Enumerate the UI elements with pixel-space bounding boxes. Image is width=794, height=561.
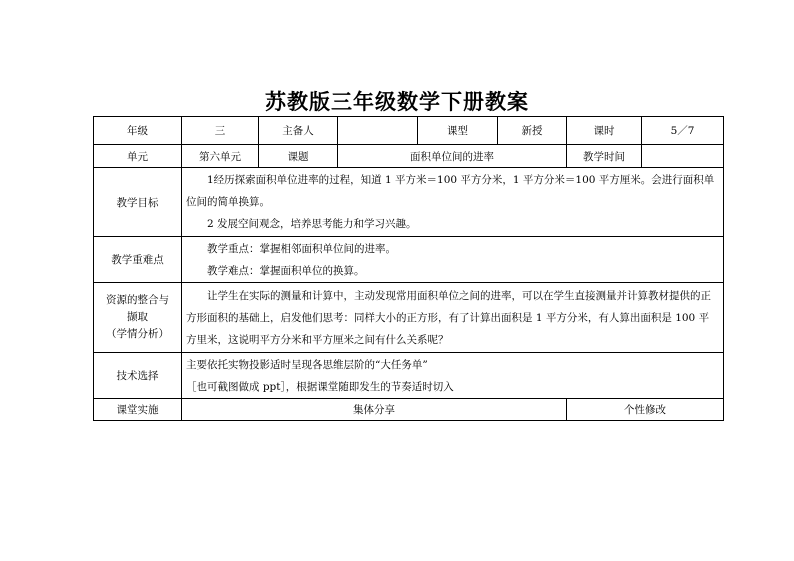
tech-content xyxy=(182,353,724,399)
resources-text: 让学生在实际的测量和计算中，主动发现常用面积单位之间的进率，可以在学生直接测量并计算教材提供的正方形面积的基础上，启发他们思考：同样大小的正方形，有了计算出面积是 1 平方分米，有人算出面积是 100 平方里米，这说明平方分米和平方厘米之间有什么关系呢？ xyxy=(186,289,711,346)
teaching-time-label: 教学时间 xyxy=(567,145,642,168)
goals-label: 教学目标 xyxy=(94,168,182,237)
tech-line-2: ［也可截图做成 ppt］，根据课堂随即发生的节奏适时切入 xyxy=(186,380,454,393)
preparer-label: 主备人 xyxy=(259,117,338,145)
teaching-difficulty-text: 教学难点：掌握面积单位的换算。 xyxy=(207,264,365,277)
topic-label: 课题 xyxy=(259,145,338,168)
type-value: 新授 xyxy=(498,117,567,145)
header-row xyxy=(94,117,724,145)
grade-value: 三 xyxy=(182,117,259,145)
topic-value: 面积单位间的进率 xyxy=(338,145,567,168)
resources-label-line-3: （学情分析） xyxy=(106,328,169,340)
tech-row xyxy=(94,353,724,399)
key-points-label: 教学重难点 xyxy=(94,237,182,283)
grade-label: 年级 xyxy=(94,117,182,145)
teaching-focus-text: 教学重点：掌握相邻面积单位间的进率。 xyxy=(207,242,396,255)
key-points-content xyxy=(182,237,724,283)
tech-line-1: 主要依托实物投影适时呈现各思维层阶的“大任务单” xyxy=(186,358,428,371)
document-title: 苏教版三年级数学下册教案 xyxy=(265,90,529,114)
key-points-row xyxy=(94,237,724,283)
unit-label: 单元 xyxy=(94,145,182,168)
resources-label-line-1: 资源的整合与 xyxy=(106,294,169,306)
goals-content xyxy=(182,168,724,237)
goal-2-text: 2 发展空间观念，培养思考能力和学习兴趣。 xyxy=(207,218,417,230)
resources-label xyxy=(94,283,182,353)
implementation-row xyxy=(94,399,724,421)
implementation-label: 课堂实施 xyxy=(94,399,182,421)
tech-label: 技术选择 xyxy=(94,353,182,399)
period-label: 课时 xyxy=(567,117,642,145)
goals-row xyxy=(94,168,724,237)
goal-1-text: 1经历探索面积单位进率的过程，知道 1 平方米＝100 平方分米，1 平方分米＝100 平方厘米。会进行面积单位间的简单换算。 xyxy=(186,174,715,208)
type-label: 课型 xyxy=(418,117,498,145)
preparer-value xyxy=(338,117,418,145)
resources-row xyxy=(94,283,724,353)
personal-column-header: 个性修改 xyxy=(567,399,724,421)
unit-value: 第六单元 xyxy=(182,145,259,168)
period-value: 5／7 xyxy=(642,117,724,145)
unit-row xyxy=(94,145,724,168)
teaching-time-value xyxy=(642,145,724,168)
shared-column-header: 集体分享 xyxy=(182,399,567,421)
resources-content xyxy=(182,283,724,353)
lesson-plan-table xyxy=(93,116,724,421)
resources-label-line-2: 撷取 xyxy=(127,311,148,323)
